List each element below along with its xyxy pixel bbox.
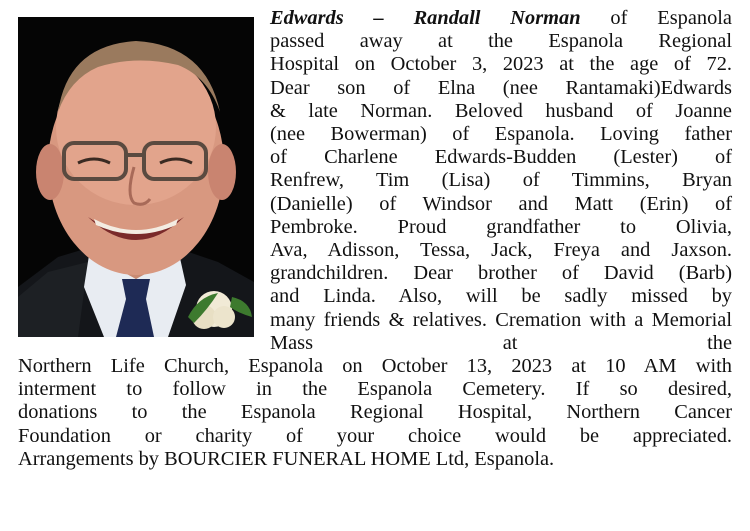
text-line-9: (Danielle) of Windsor and Matt (Erin) of bbox=[270, 192, 732, 215]
text-line-3: Hospital on October 3, 2023 at the age of 72. bbox=[270, 53, 732, 76]
text-line-2: passed away at the Espanola Regional bbox=[270, 30, 732, 53]
text-line-17: donations to the Espanola Regional Hospital, Northern Cancer bbox=[18, 401, 732, 424]
text-line-14: many friends & relatives. Cremation with a Memorial Mass at the bbox=[270, 308, 732, 354]
text-line-7: of Charlene Edwards-Budden (Lester) of bbox=[270, 146, 732, 169]
text-line-19: Arrangements by BOURCIER FUNERAL HOME Ltd, Espanola. bbox=[18, 447, 555, 470]
text-line-8: Renfrew, Tim (Lisa) of Timmins, Bryan bbox=[270, 169, 732, 192]
text-line-16: interment to follow in the Espanola Cemetery. If so desired, bbox=[18, 378, 732, 401]
text-line-6: (nee Bowerman) of Espanola. Loving father bbox=[270, 123, 732, 146]
given-names: Randall Norman bbox=[413, 7, 581, 29]
text-line-10: Pembroke. Proud grandfather to Olivia, bbox=[270, 215, 732, 238]
line-text: of Espanola bbox=[580, 7, 732, 29]
text-line-12: grandchildren. Dear brother of David (Barb) bbox=[270, 262, 732, 285]
name-separator: – bbox=[343, 7, 414, 29]
text-line-18: Foundation or charity of your choice would be appreciated. bbox=[18, 424, 732, 447]
text-line-15: Northern Life Church, Espanola on October 13, 2023 at 10 AM with bbox=[18, 355, 732, 378]
surname: Edwards bbox=[270, 7, 344, 29]
text-line-11: Ava, Adisson, Tessa, Jack, Freya and Jaxson. bbox=[270, 239, 732, 262]
text-line-5: & late Norman. Beloved husband of Joanne bbox=[270, 99, 732, 122]
text-line-4: Dear son of Elna (nee Rantamaki)Edwards bbox=[270, 76, 732, 99]
text-line-13: and Linda. Also, will be sadly missed by bbox=[270, 285, 732, 308]
deceased-name bbox=[270, 7, 581, 29]
obituary-text bbox=[18, 7, 732, 471]
photo-spacer bbox=[18, 7, 270, 350]
